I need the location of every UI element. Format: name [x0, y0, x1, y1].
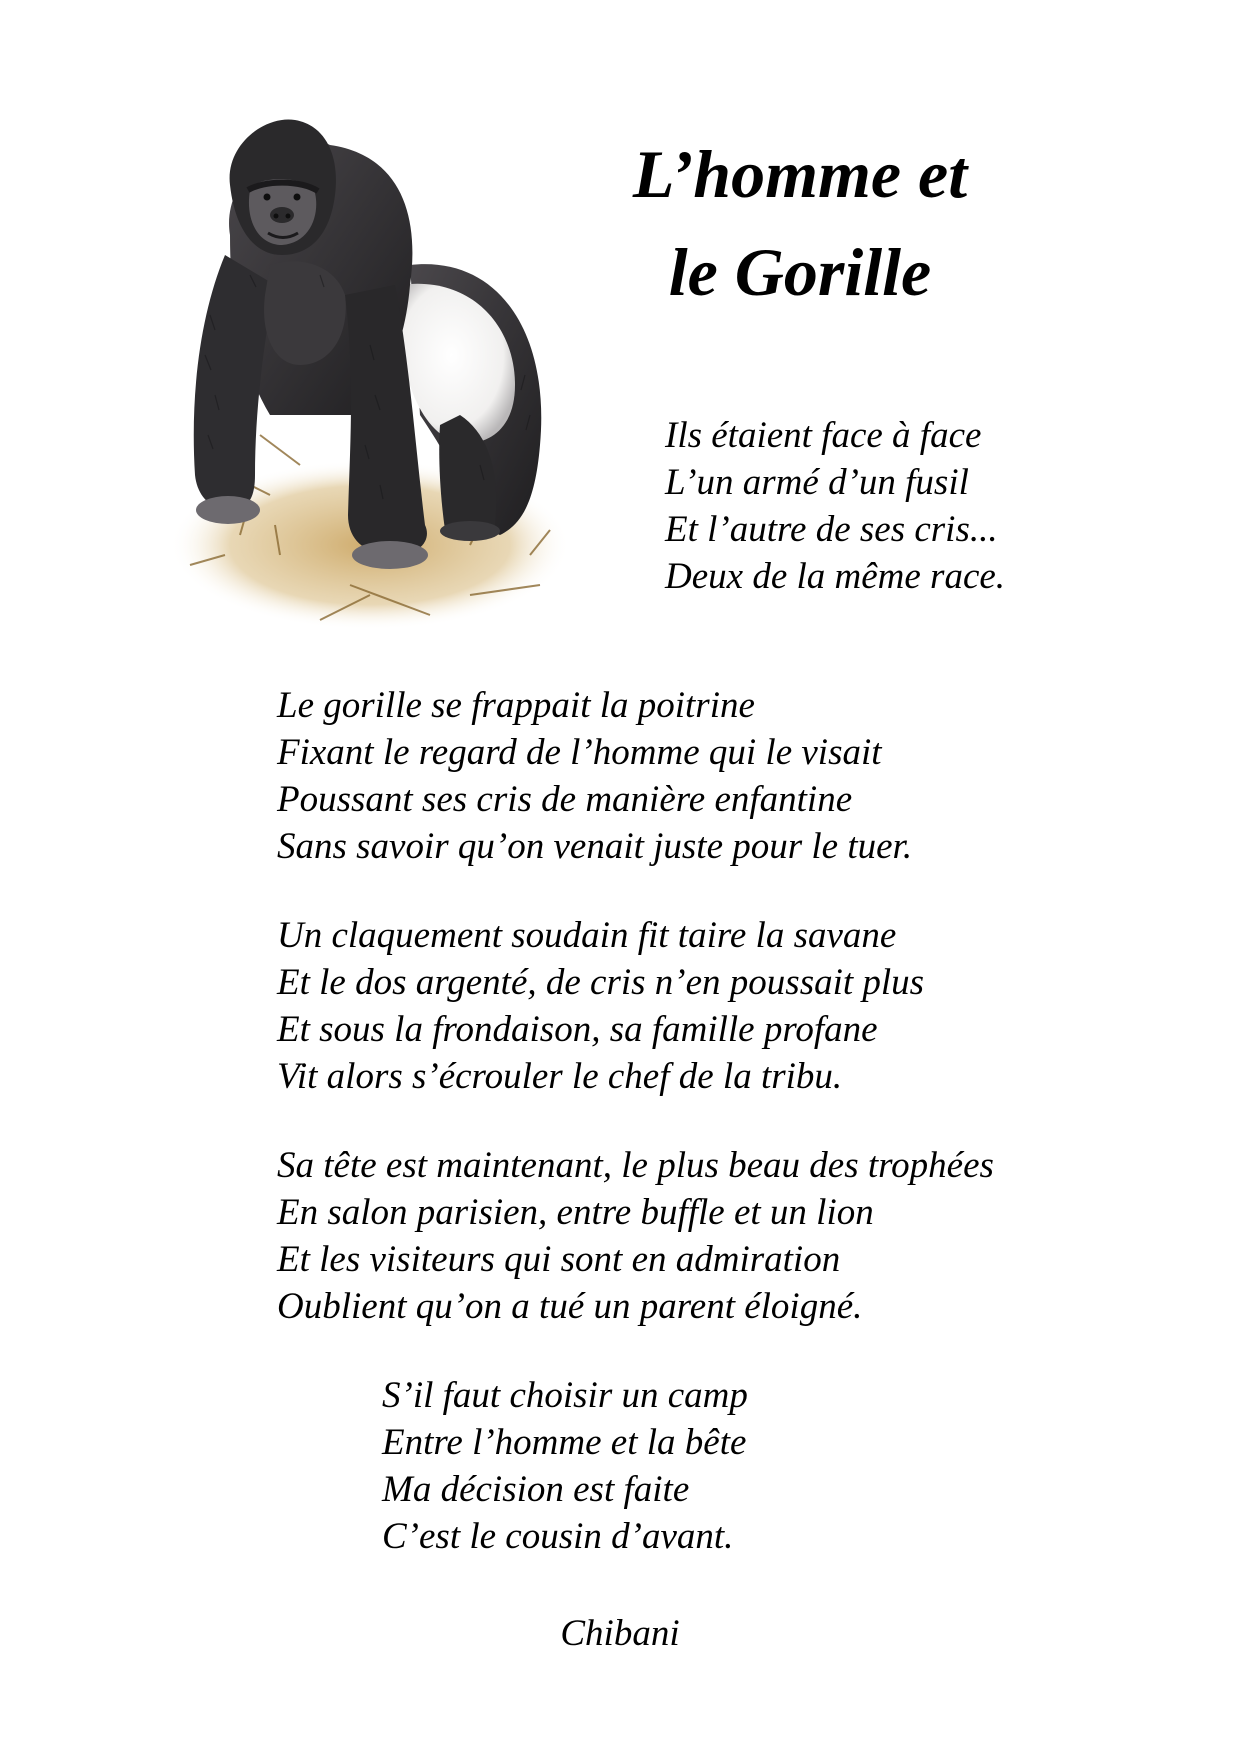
- verse-line: Un claquement soudain fit taire la savane: [277, 915, 897, 956]
- title-line: L’homme et: [632, 136, 968, 212]
- verse-line: Sa tête est maintenant, le plus beau des trophées: [277, 1145, 994, 1186]
- stanza: [277, 912, 924, 1100]
- verse-line: L’un armé d’un fusil: [665, 462, 969, 503]
- verse-line: Deux de la même race.: [665, 556, 1006, 597]
- verse-line: Poussant ses cris de manière enfantine: [277, 779, 853, 820]
- verse-line: Et le dos argenté, de cris n’en poussait plus: [277, 962, 925, 1003]
- verse-line: Et l’autre de ses cris...: [665, 509, 998, 550]
- title-line: le Gorille: [668, 234, 932, 310]
- author-signature: Chibani: [560, 1613, 680, 1654]
- verse-line: Entre l’homme et la bête: [382, 1422, 747, 1463]
- stanza: [277, 1142, 994, 1330]
- poem-title: [560, 125, 1040, 321]
- verse-line: Fixant le regard de l’homme qui le visait: [277, 732, 882, 773]
- stanza: [277, 682, 912, 870]
- verse-line: Vit alors s’écrouler le chef de la tribu.: [277, 1056, 843, 1097]
- verse-line: Et sous la frondaison, sa famille profane: [277, 1009, 878, 1050]
- verse-line: S’il faut choisir un camp: [382, 1375, 748, 1416]
- verse-line: Oublient qu’on a tué un parent éloigné.: [277, 1286, 863, 1327]
- verse-line: Et les visiteurs qui sont en admiration: [277, 1239, 841, 1280]
- verse-line: Ils étaient face à face: [665, 415, 982, 456]
- stanza: [382, 1372, 748, 1560]
- verse-line: Ma décision est faite: [382, 1469, 690, 1510]
- verse-line: Sans savoir qu’on venait juste pour le tuer.: [277, 826, 913, 867]
- verse-line: C’est le cousin d’avant.: [382, 1516, 734, 1557]
- stanza: [665, 412, 1005, 600]
- verse-line: En salon parisien, entre buffle et un lion: [277, 1192, 874, 1233]
- verse-line: Le gorille se frappait la poitrine: [277, 685, 755, 726]
- gorilla-illustration: [170, 115, 575, 635]
